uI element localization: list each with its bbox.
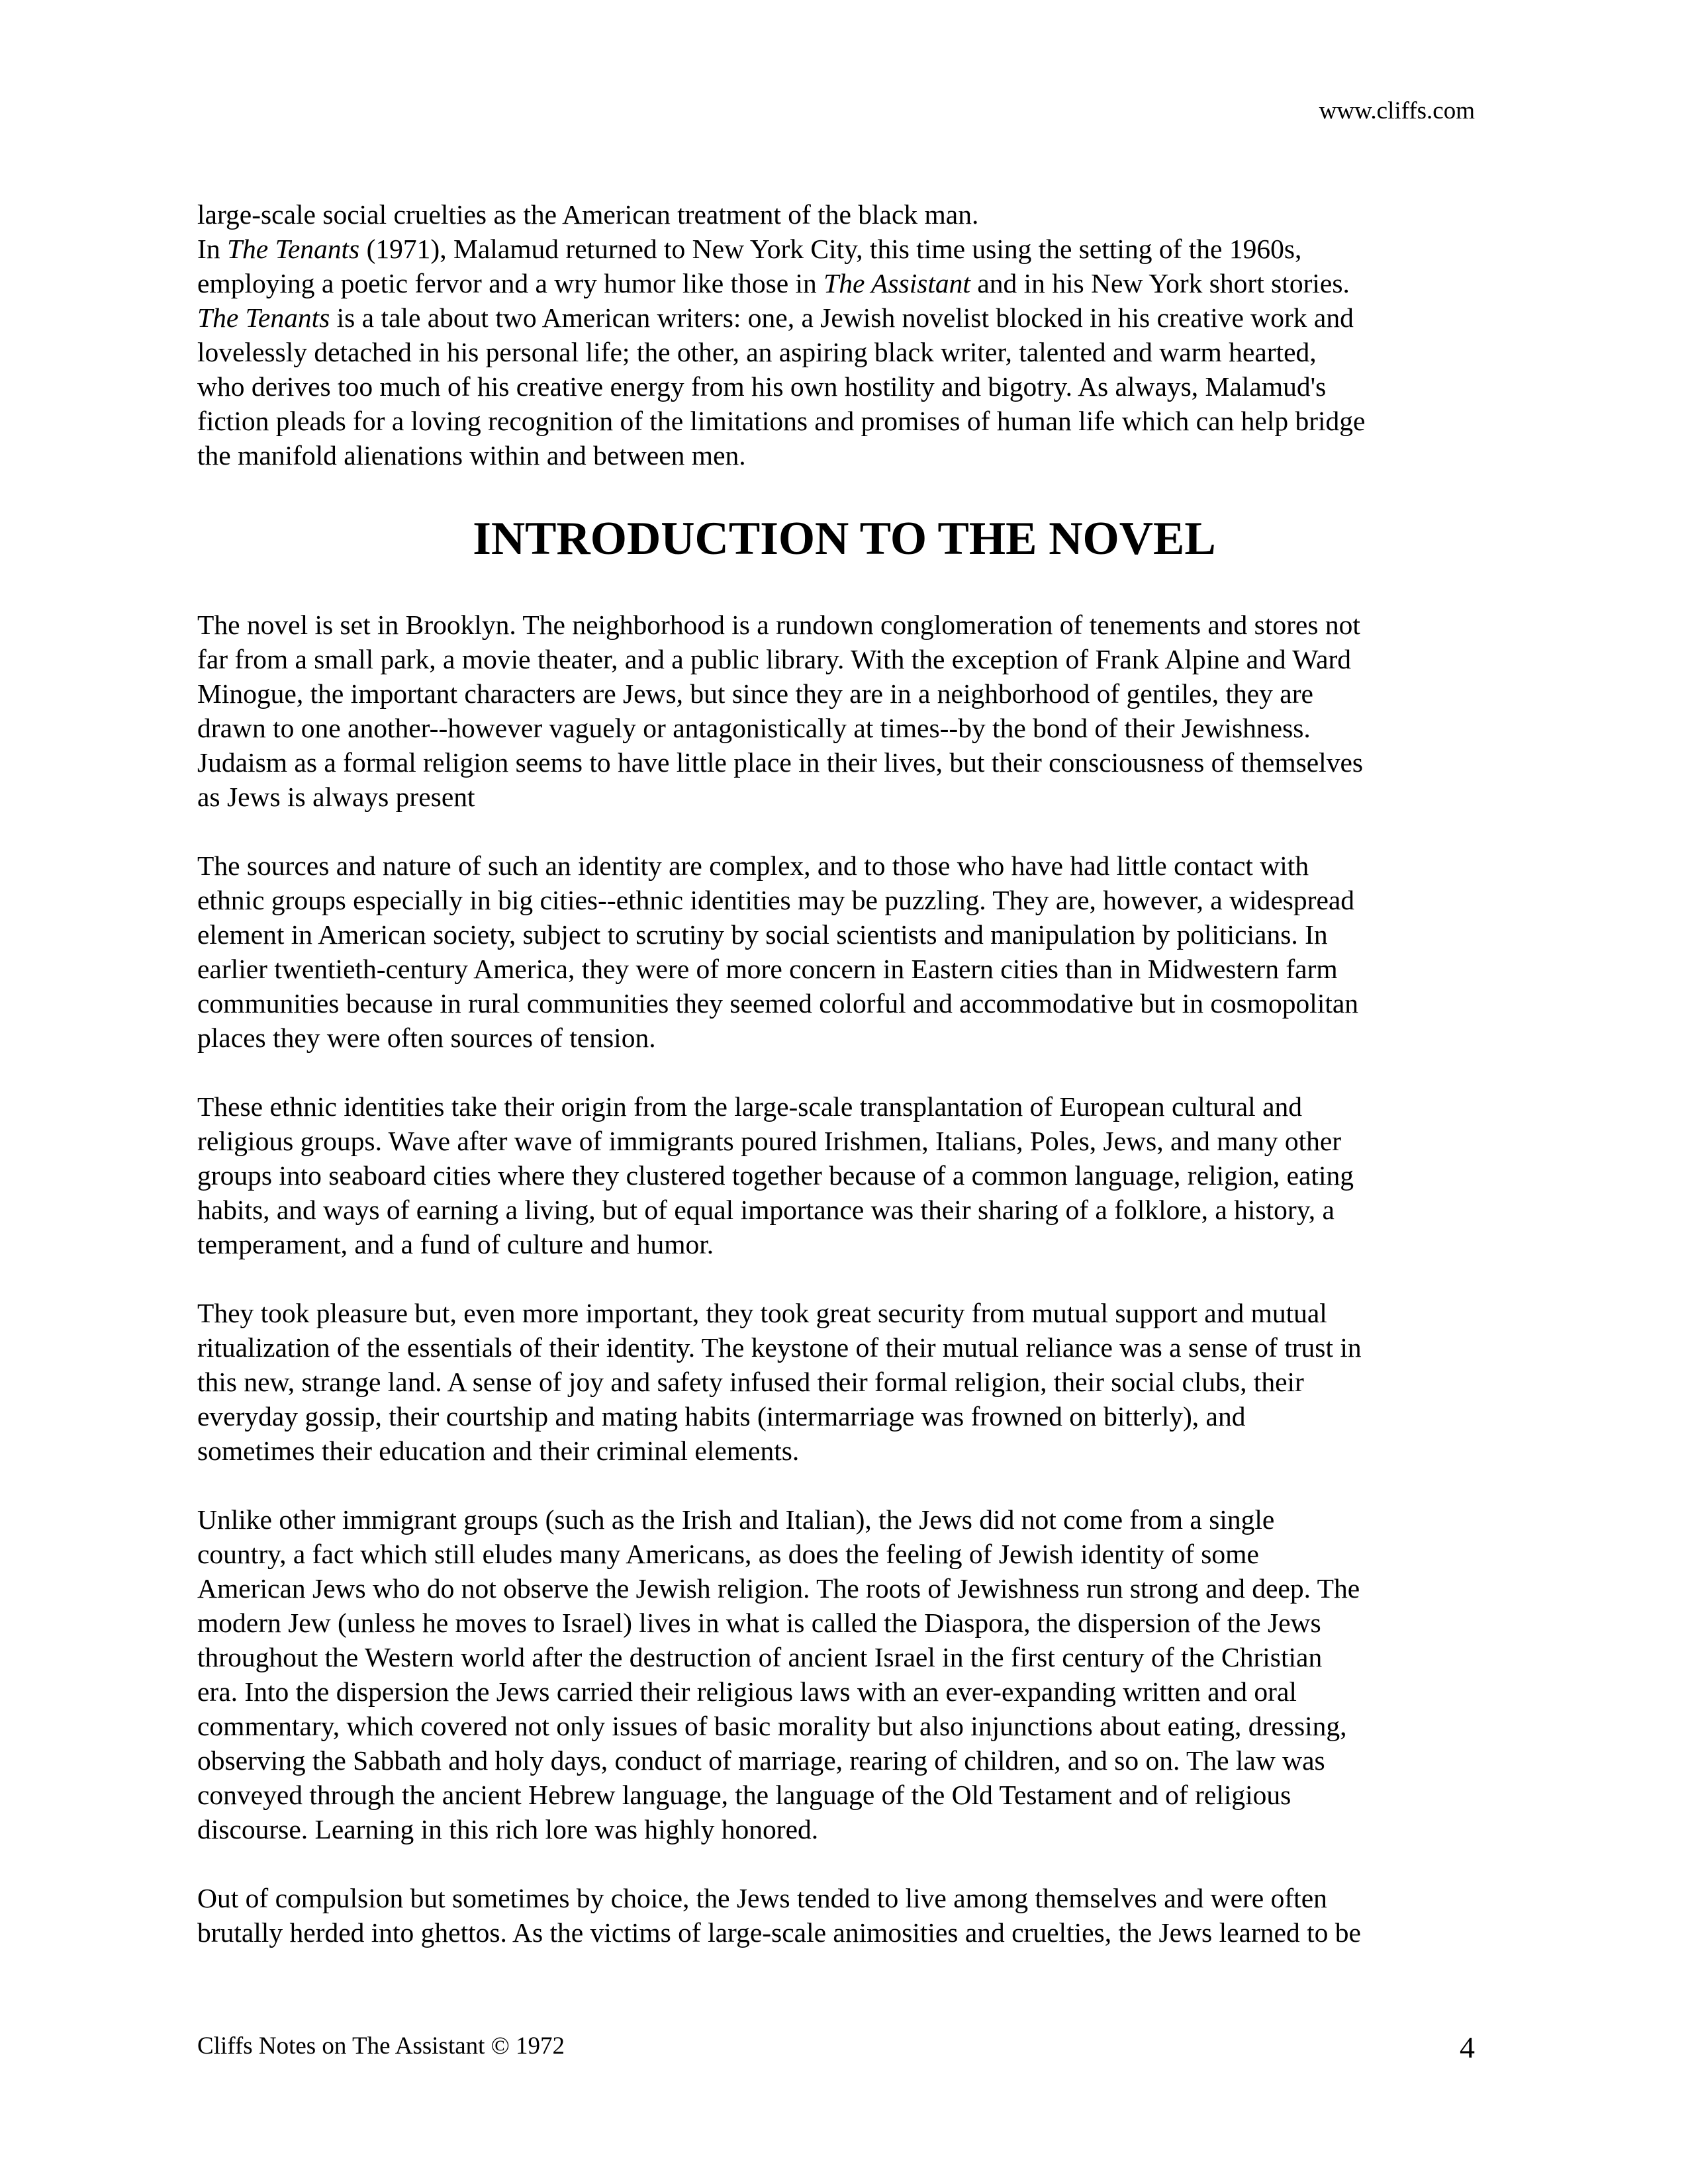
header-url: www.cliffs.com: [1319, 97, 1475, 124]
intro-line: [197, 232, 1491, 266]
body-paragraph: Out of compulsion but sometimes by choice, the Jews tended to live among themselves and were often brutally herded into ghettos. As the victims of large-scale animosities and cruelties, the Jews learned to be: [197, 1883, 1361, 1948]
page-content: [197, 197, 1491, 1950]
intro-line: the manifold alienations within and between men.: [197, 440, 746, 471]
intro-line: fiction pleads for a loving recognition of the limitations and promises of human life which can help bridge: [197, 406, 1366, 436]
intro-line: large-scale social cruelties as the American treatment of the black man.: [197, 199, 979, 230]
text-run: (1971), Malamud returned to New York City, this time using the setting of the 1960s,: [359, 234, 1302, 264]
page-number: 4: [1460, 2030, 1475, 2064]
intro-line: [197, 300, 1491, 335]
intro-line: [197, 266, 1491, 300]
body-paragraph: The novel is set in Brooklyn. The neighborhood is a rundown conglomeration of tenements and stores not far from a small park, a movie theater, and a public library. With the exception of Frank Alpine and Ward Minogue, the important characters are Jews, but since they are in a neighborhood of gentiles, they are drawn to one another--however vaguely or antagonistically at times--by the bond of their Jewishness. Judaism as a formal religion seems to have little place in their lives, but their consciousness of themselves as Jews is always present: [197, 610, 1364, 812]
text-run: and in his New York short stories.: [970, 268, 1350, 298]
body-paragraph: They took pleasure but, even more important, they took great security from mutual support and mutual ritualization of the essentials of their identity. The keystone of their mutual reliance was a sense of trust in this new, strange land. A sense of joy and safety infused their formal religion, their social clubs, their everyday gossip, their courtship and mating habits (intermarriage was frowned on bitterly), and sometimes their education and their criminal elements.: [197, 1298, 1362, 1466]
intro-paragraph: [197, 197, 1491, 473]
body-paragraph: Unlike other immigrant groups (such as the Irish and Italian), the Jews did not come from a single country, a fact which still eludes many Americans, as does the feeling of Jewish identity of some American Jews who do not observe the Jewish religion. The roots of Jewishness run strong and deep. The modern Jew (unless he moves to Israel) lives in what is called the Diaspora, the dispersion of the Jews throughout the Western world after the destruction of ancient Israel in the first century of the Christian era. Into the dispersion the Jews carried their religious laws with an ever-expanding written and oral commentary, which covered not only issues of basic morality but also injunctions about eating, dressing, observing the Sabbath and holy days, conduct of marriage, rearing of children, and so on. The law was conveyed through the ancient Hebrew language, the language of the Old Testament and of religious discourse. Learning in this rich lore was highly honored.: [197, 1504, 1360, 1844]
book-title: The Assistant: [823, 268, 970, 298]
intro-line: lovelessly detached in his personal life; the other, an aspiring black writer, talented and warm hearted,: [197, 337, 1317, 367]
book-title: The Tenants: [226, 234, 360, 264]
intro-line: who derives too much of his creative energy from his own hostility and bigotry. As always, Malamud's: [197, 371, 1327, 402]
text-run: In: [197, 234, 227, 264]
text-run: employing a poetic fervor and a wry humor like those in: [197, 268, 824, 298]
section-heading: INTRODUCTION TO THE NOVEL: [473, 513, 1216, 565]
book-title: The Tenants: [197, 302, 330, 333]
body-paragraph: The sources and nature of such an identity are complex, and to those who have had little contact with ethnic groups especially in big cities--ethnic identities may be puzzling. They are, however, a widespread element in American society, subject to scrutiny by social scientists and manipulation by politicians. In earlier twentieth-century America, they were of more concern in Eastern cities than in Midwestern farm communities because in rural communities they seemed colorful and accommodative but in cosmopolitan places they were often sources of tension.: [197, 850, 1359, 1053]
text-run: is a tale about two American writers: one, a Jewish novelist blocked in his creative work and: [330, 302, 1354, 333]
footer-source: Cliffs Notes on The Assistant © 1972: [197, 2032, 565, 2060]
body-paragraph: These ethnic identities take their origin from the large-scale transplantation of European cultural and religious groups. Wave after wave of immigrants poured Irishmen, Italians, Poles, Jews, and many other groups into seaboard cities where they clustered together because of a common language, religion, eating habits, and ways of earning a living, but of equal importance was their sharing of a folklore, a history, a temperament, and a fund of culture and humor.: [197, 1091, 1354, 1259]
